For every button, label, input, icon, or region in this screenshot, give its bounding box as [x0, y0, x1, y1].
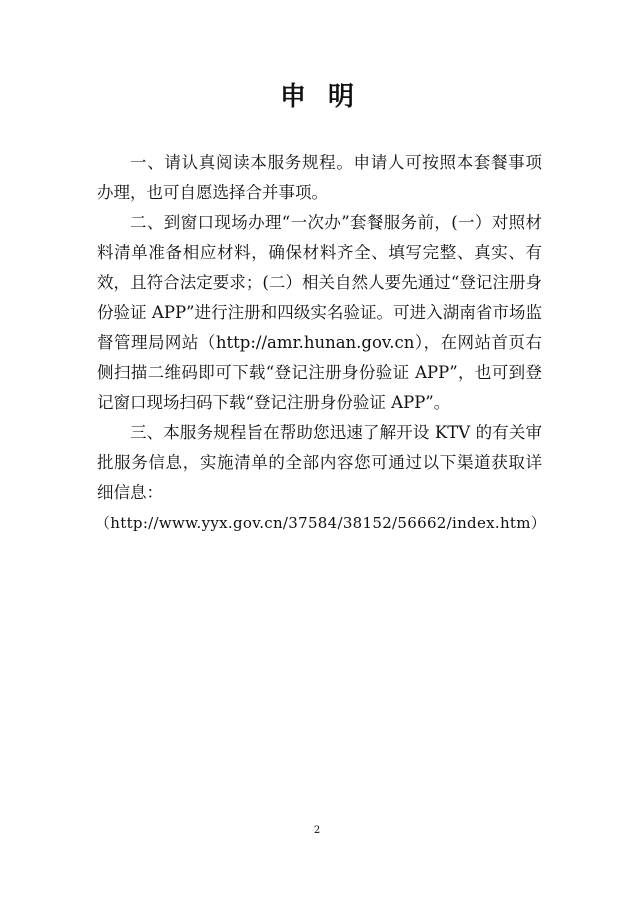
paragraph-2: 二、到窗口现场办理“一次办”套餐服务前，(一）对照材料清单准备相应材料，确保材料齐全、填写完整、真实、有效，且符合法定要求；(二）相关自然人要先通过“登记注册身份验证 APP”进行注册和四级实名验证。可进入湖南省市场监督管理局网站（http://amr.hunan.gov.cn），在网站首页右侧扫描二维码即可下载“登记注册身份验证 APP”，也可到登记窗口现场扫码下载“登记注册身份验证 APP”。 — [97, 213, 542, 412]
document-body — [95, 148, 547, 538]
page-number: 2 — [313, 825, 321, 836]
info-url-line: （http://www.yyx.gov.cn/37584/38152/56662/index.htm） — [95, 514, 547, 532]
document-title: 申明 — [279, 82, 376, 112]
paragraph-3: 三、本服务规程旨在帮助您迅速了解开设 KTV 的有关审批服务信息，实施清单的全部内容您可通过以下渠道获取详细信息： — [97, 423, 542, 502]
paragraph-1: 一、请认真阅读本服务规程。申请人可按照本套餐事项办理，也可自愿选择合并事项。 — [97, 153, 542, 202]
